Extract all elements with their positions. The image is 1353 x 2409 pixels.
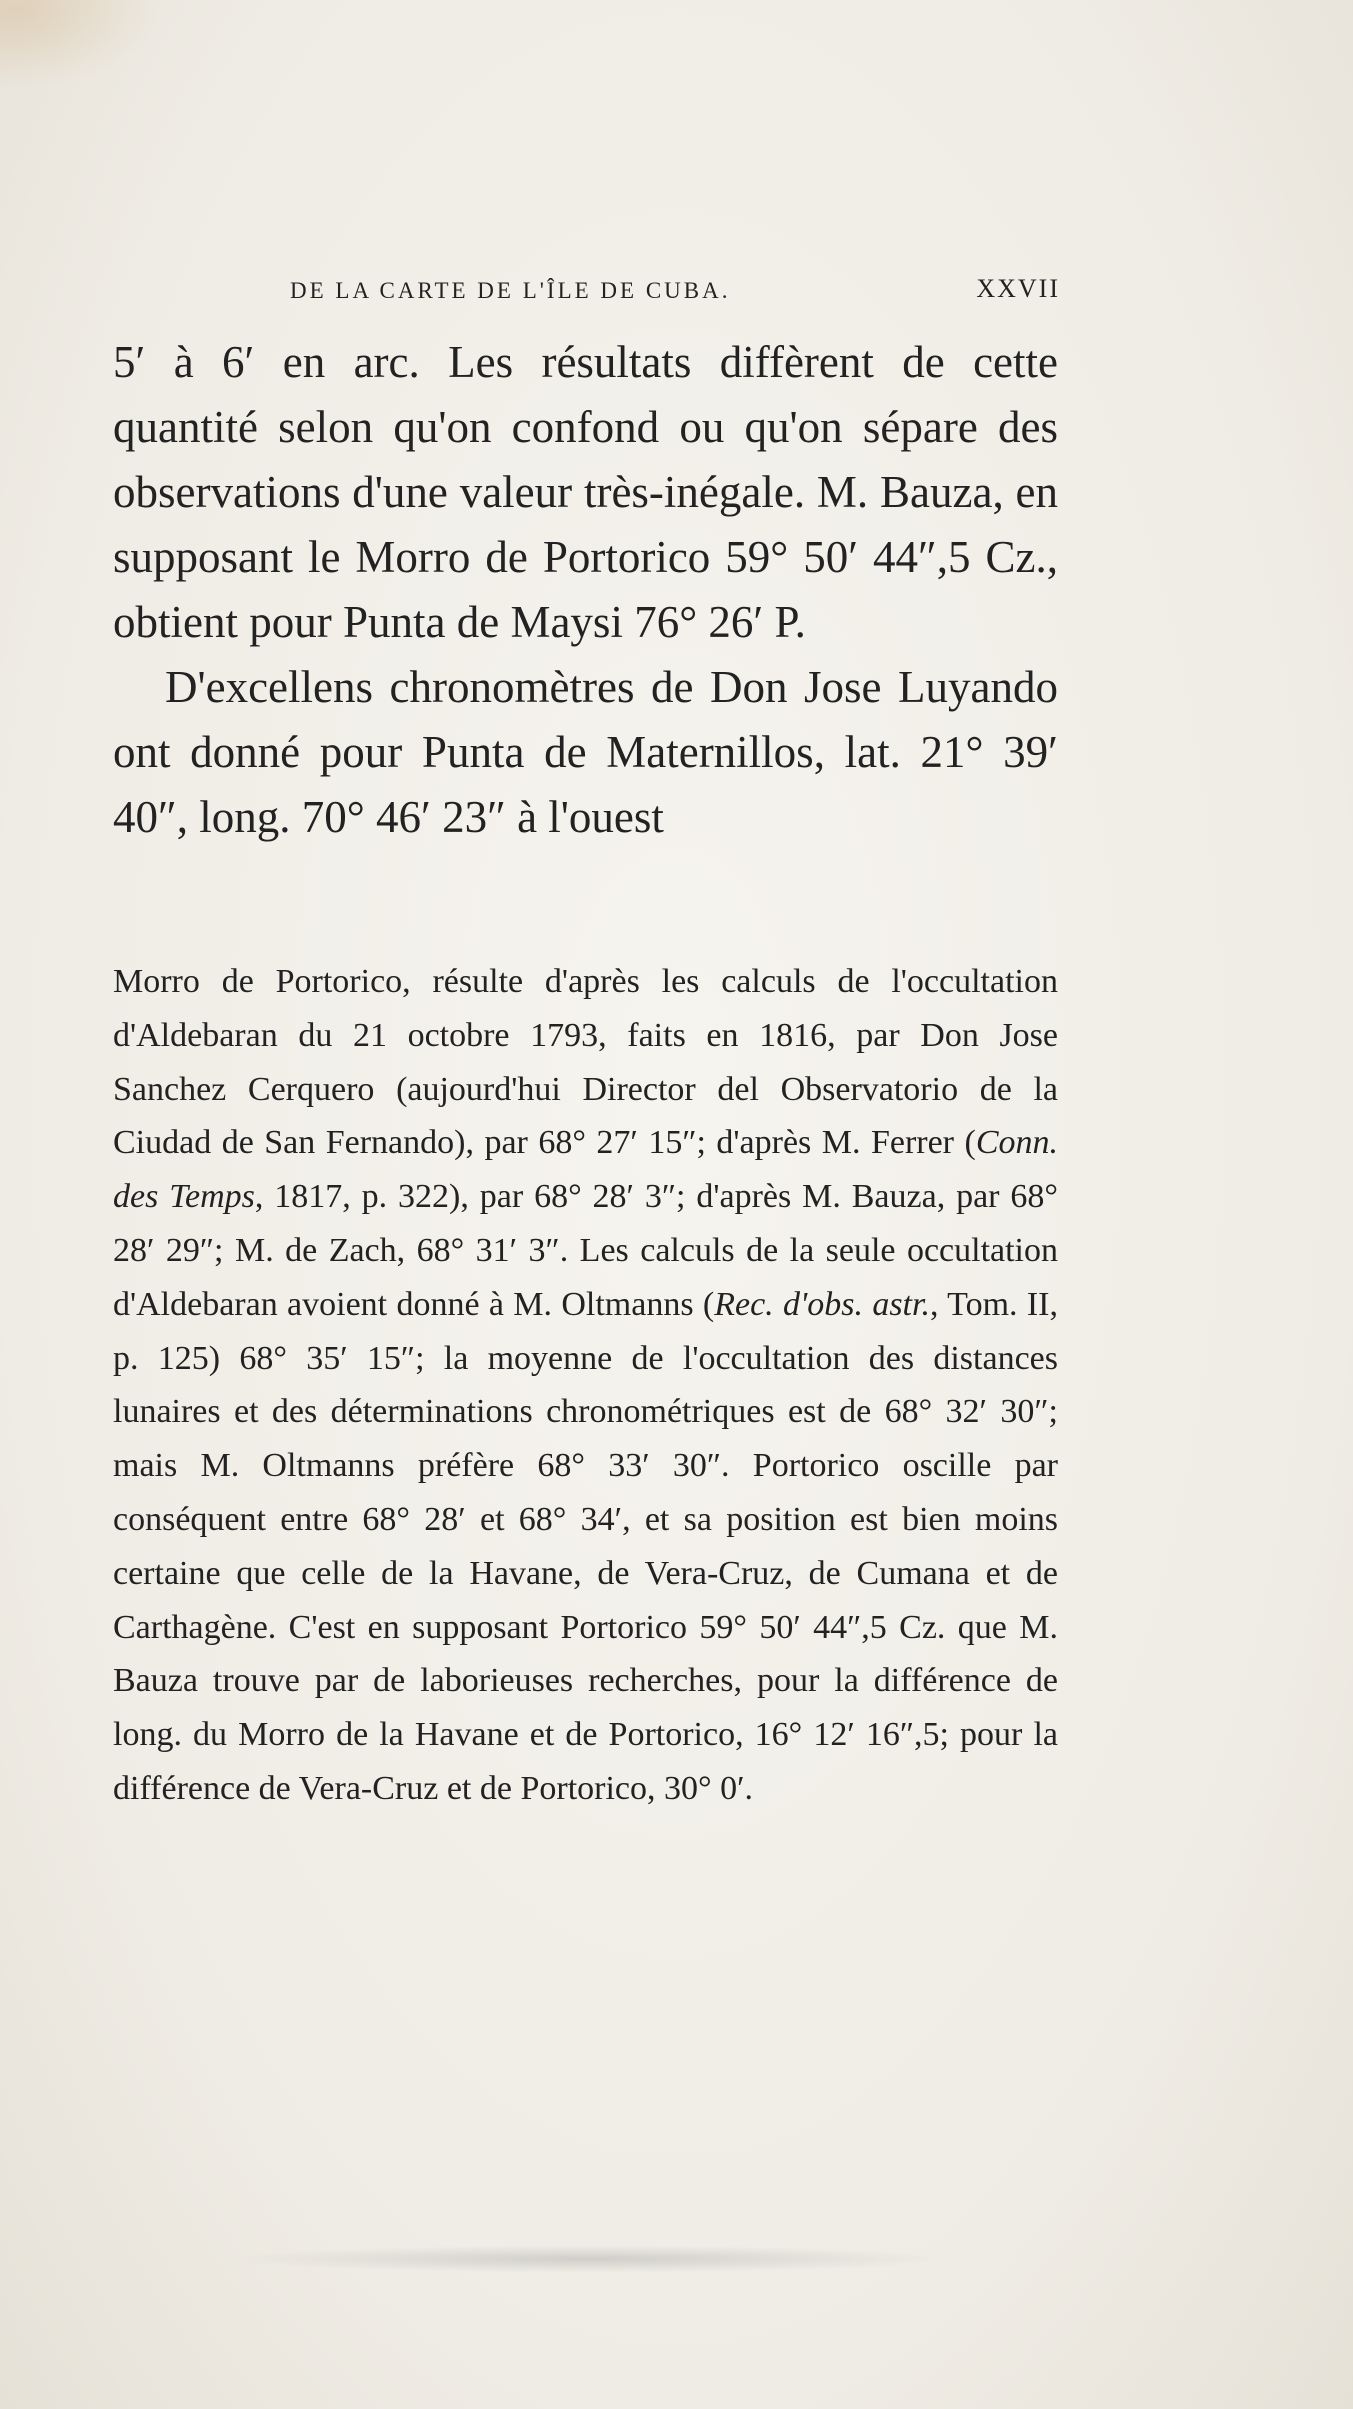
page-number: XXVII <box>976 274 1060 303</box>
running-title: DE LA CARTE DE L'ÎLE DE CUBA. <box>290 278 731 303</box>
main-text <box>113 330 1058 850</box>
footnote-text-1: Morro de Portorico, résulte d'après les calculs de l'occultation d'Aldebaran du 21 octobre 1793, faits en 1816, par Don Jose Sanchez Cerquero (aujourd'hui Director del Observatorio de la Ciudad de San Fernando), par 68° 27′ 15″; d'après M. Ferrer ( <box>113 963 1058 1162</box>
footnote-text-2: , 1817, p. 322), par 68° 28′ 3″; d'après M. Bauza, par 68° 28′ 29″; M. de Zach, 68° 31′ 3″. Les calculs de la seule occultation d'Aldebaran avoient donné à M. Oltmanns ( <box>113 1178 1058 1323</box>
paper-stain <box>0 0 160 90</box>
paragraph-2: D'excellens chronomètres de Don Jose Luyando ont donné pour Punta de Maternillos, lat. 21° 39′ 40″, long. 70° 46′ 23″ à l'ouest <box>113 662 1058 842</box>
paragraph-1: 5′ à 6′ en arc. Les résultats diffèrent de cette quantité selon qu'on confond ou qu'on sépare des observations d'une valeur très-inégale. M. Bauza, en supposant le Morro de Portorico 59° 50′ 44″,5 Cz., obtient pour Punta de Maysi 76° 26′ P. <box>113 337 1058 647</box>
running-head <box>290 270 1060 310</box>
paper-smudge <box>230 2245 950 2273</box>
footnote-text-3: , Tom. II, p. 125) 68° 35′ 15″; la moyenne de l'occultation des distances lunaires et des déterminations chronométriques est de 68° 32′ 30″; mais M. Oltmanns préfère 68° 33′ 30″. Portorico oscille par conséquent entre 68° 28′ et 68° 34′, et sa position est bien moins certaine que celle de la Havane, de Vera-Cruz, de Cumana et de Carthagène. C'est en supposant Portorico 59° 50′ 44″,5 Cz. que M. Bauza trouve par de laborieuses recherches, pour la différence de long. du Morro de la Havane et de Portorico, 16° 12′ 16″,5; pour la différence de Vera-Cruz et de Portorico, 30° 0′. <box>113 1285 1058 1807</box>
footnote-citation-2: Rec. d'obs. astr. <box>714 1285 930 1323</box>
footnote-citation-1: Conn. des Temps <box>113 1124 1058 1216</box>
footnote <box>113 955 1058 1816</box>
